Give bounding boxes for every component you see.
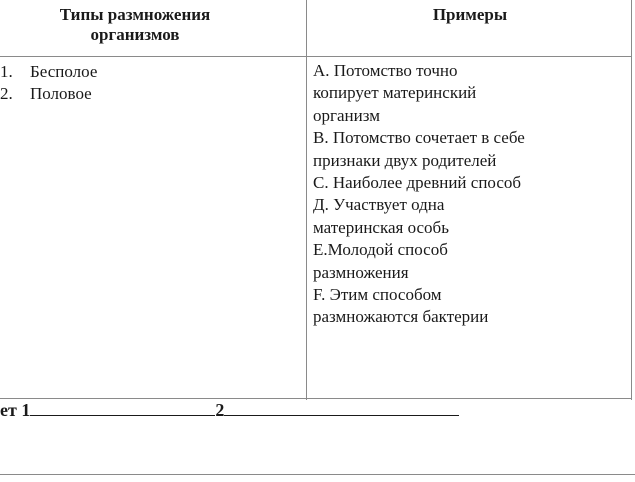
table-border-right bbox=[631, 0, 632, 400]
example-line: признаки двух родителей bbox=[313, 150, 497, 170]
example-line: А. Потомство точно bbox=[313, 61, 458, 80]
example-line: организм bbox=[313, 105, 380, 125]
example-line: размножаются бактерии bbox=[313, 307, 489, 327]
answer-line bbox=[0, 399, 459, 421]
example-line: материнская особь bbox=[313, 217, 449, 237]
example-line: В. Потомство сочетает в себе bbox=[313, 128, 525, 148]
type-item-asexual bbox=[0, 61, 97, 83]
column-header-types: Типы размножения организмов bbox=[59, 5, 211, 44]
answer-prefix: ет 1 bbox=[0, 400, 31, 420]
example-line: копирует материнский bbox=[313, 83, 477, 103]
type-item-label: Половое bbox=[30, 84, 92, 103]
answer-second-number: 2 bbox=[215, 400, 225, 420]
example-line: F. Этим способом bbox=[313, 285, 442, 305]
answer-blank-2[interactable] bbox=[224, 399, 459, 416]
example-line: Д. Участвует одна bbox=[313, 195, 445, 215]
table-border-middle bbox=[306, 0, 307, 400]
type-item-number: 2. bbox=[0, 84, 13, 103]
example-line: размножения bbox=[313, 262, 409, 282]
table-header-divider bbox=[0, 56, 632, 57]
example-line: Е.Молодой способ bbox=[313, 240, 448, 260]
examples-list bbox=[313, 60, 631, 329]
page-bottom-line bbox=[0, 474, 635, 475]
type-item-sexual bbox=[0, 83, 92, 105]
answer-blank-1[interactable] bbox=[30, 399, 215, 416]
type-item-number: 1. bbox=[0, 62, 13, 81]
type-item-label: Бесполое bbox=[30, 62, 98, 81]
column-header-examples: Примеры bbox=[432, 5, 508, 24]
example-line: С. Наиболее древний способ bbox=[313, 173, 522, 193]
